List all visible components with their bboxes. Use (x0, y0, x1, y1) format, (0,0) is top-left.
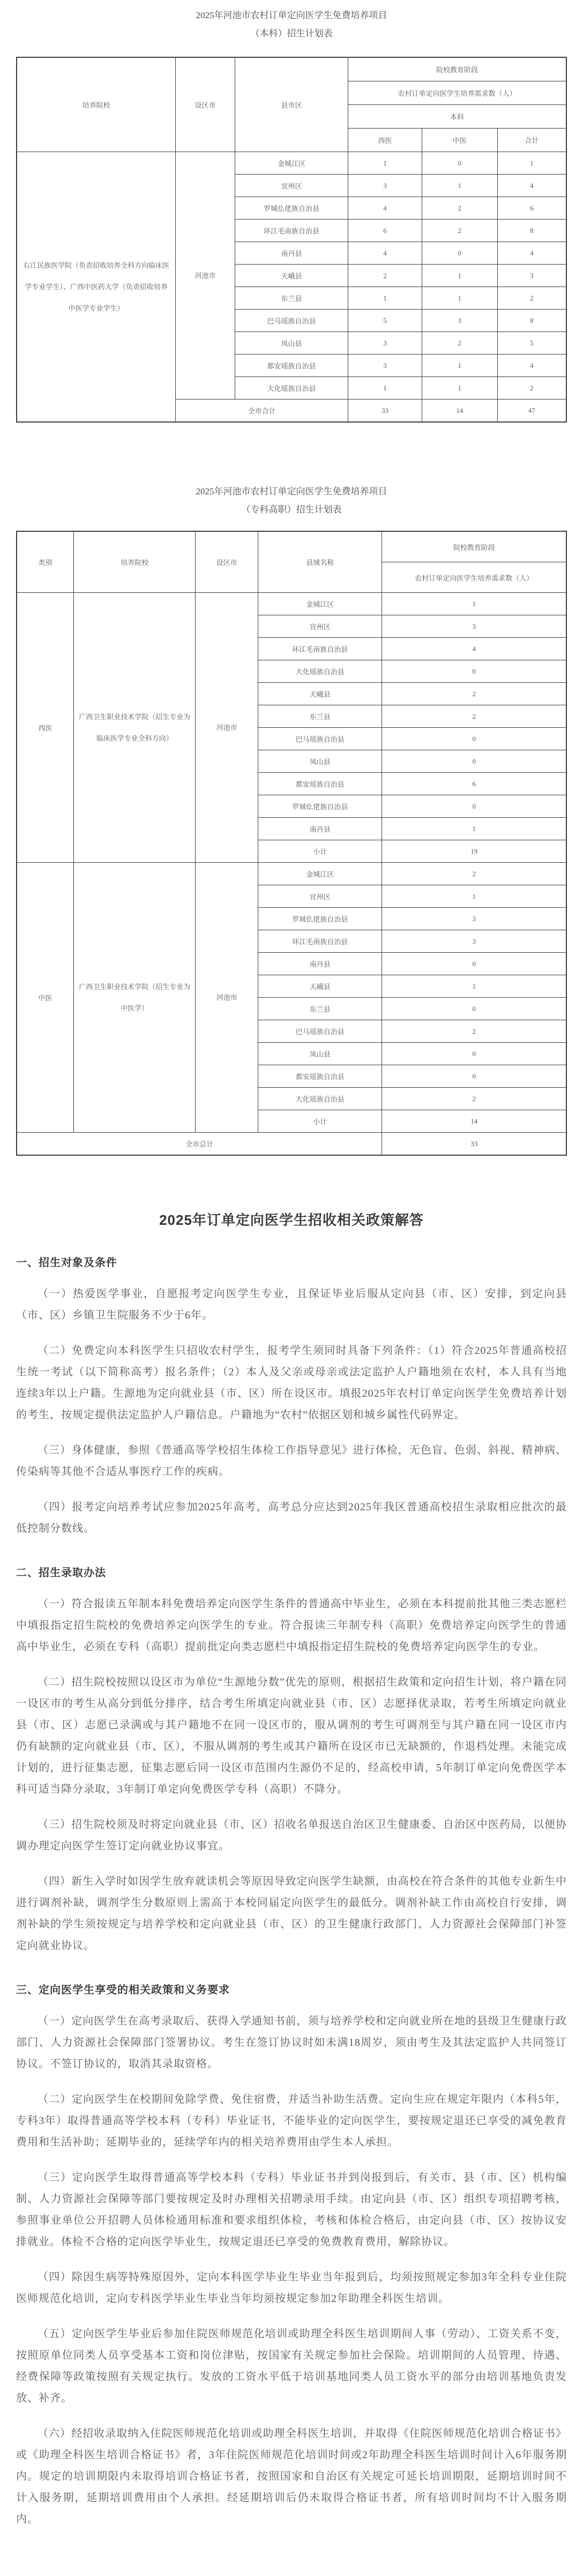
chinese-value: 0 (422, 242, 497, 265)
western-total: 33 (348, 400, 422, 423)
county-cell: 天峨县 (258, 683, 382, 705)
policy-paragraph: （三）定向医学生取得普通高等学校本科（专科）毕业证书并到岗报到后，有关市、县（市、区）机构编制、人力资源社会保障等部门要按规定及时办理相关招聘录用手续。由定向县（市、区）组织专项招聘考核，参照事业单位公开招聘人员体检通用标准和要求组织体检，考核和体检合格后，由定向县（市、区）按协议安排就业。体检不合格的定向医学毕业生，按规定退还已享受的免费教育费用，解除协议。 (16, 2172, 567, 2248)
header-western: 西医 (348, 129, 422, 152)
value-cell: 0 (382, 728, 566, 750)
chinese-value: 2 (422, 197, 497, 220)
header-level: 本科 (348, 105, 566, 129)
header-county: 县市区 (235, 57, 348, 152)
city-grand-total-label: 全市总计 (17, 1133, 382, 1156)
table1-title-line2: （本科）招生计划表 (250, 28, 333, 39)
policy-paragraph: （六）经招收录取纳入住院医师规范化培训或助理全科医生培训，并取得《住院医师规范化培训合格证书》或《助理全科医生培训合格证书》者，3年住院医师规范化培训时间或2年助理全科医生培训时间计入6年服务期内。规定的培训期限内未取得培训合格证书者，按照国家和自治区有关规定可延长培训期限，延期培训时间不计入服务期，延期培训费用由个人承担。经延期培训后仍未取得合格证书者，所有培训时间均不计入服务期内。 (16, 2428, 567, 2525)
value-cell: 0 (382, 660, 566, 683)
subtotal-value: 19 (382, 840, 566, 863)
policy-paragraph: （五）定向医学生毕业后参加住院医师规范化培训或助理全科医生培训期间人事（劳动）、工资关系不变，按照原单位同类人员享受基本工资和岗位津贴，按国家有关规定参加社会保险。培训期间的人员管理、待遇、经费保障等政策按照有关规定执行。发放的工资水平低于培训基地同类人员工资水平的部分由培训基地负责发放、补齐。 (16, 2328, 567, 2404)
county-cell: 环江毛南族自治县 (258, 638, 382, 660)
chinese-value: 1 (422, 175, 497, 197)
city-cell: 河池市 (196, 863, 258, 1133)
county-cell: 凤山县 (235, 332, 348, 355)
table1-title-line1: 2025年河池市农村订单定向医学生免费培养项目 (196, 10, 387, 20)
chinese-value: 2 (422, 220, 497, 242)
city-grand-total-value: 33 (382, 1133, 566, 1156)
county-cell: 东兰县 (258, 705, 382, 728)
western-value: 4 (348, 197, 422, 220)
table-row (17, 863, 566, 885)
table-total-row (17, 1133, 566, 1156)
value-cell: 3 (382, 930, 566, 953)
value-cell: 1 (382, 593, 566, 615)
county-cell: 大化瑶族自治县 (235, 377, 348, 400)
table-row (17, 152, 566, 175)
policy-paragraph: （三）身体健康，参照《普通高等学校招生体检工作指导意见》进行体检，无色盲、色弱、斜视、精神病、传染病等其他不合适从事医疗工作的疾病。 (16, 1444, 567, 1478)
value-cell: 0 (382, 953, 566, 975)
chinese-value: 1 (422, 377, 497, 400)
chinese-value: 0 (422, 152, 497, 175)
value-cell: 3 (382, 908, 566, 930)
zhuanke-plan-table (16, 531, 567, 1156)
county-cell: 都安瑶族自治县 (235, 355, 348, 377)
section-heading: 二、招生录取办法 (16, 1567, 106, 1579)
header-stage: 院校教育阶段 (382, 531, 566, 562)
policy-paragraph: （二）定向医学生在校期间免除学费、免住宿费，并适当补助生活费。定向生应在规定年限内（本科5年，专科3年）取得普通高等学校本科（专科）毕业证书，不能毕业的定向医学生，要按规定退还已享受的减免教育费用和生活补助；延期毕业的，延续学年内的相关培养费用由学生本人承担。 (16, 2093, 567, 2148)
school-cell: 广西卫生职业技术学院（招生专业为临床医学专业全科方向） (74, 593, 196, 863)
value-cell: 0 (382, 1065, 566, 1088)
value-cell: 4 (382, 638, 566, 660)
total-value: 4 (497, 242, 566, 265)
county-cell: 凤山县 (258, 750, 382, 773)
table2-title-line2: （专科高职）招生计划表 (241, 504, 342, 515)
county-cell: 大化瑶族自治县 (258, 1088, 382, 1110)
policy-paragraph: （二）免费定向本科医学生只招收农村学生，报考学生须同时具备下列条件：（1）符合2025年普通高校招生统一考试（以下简称高考）报名条件；（2）本人及父亲或母亲或法定监护人户籍地须在农村，本人具有当地连续3年以上户籍。生源地为定向就业县（市、区）所在设区市。填报2025年农村订单定向医学生免费培养计划的考生，按规定提供法定监护人户籍信息。户籍地为“农村”依据区划和城乡属性代码界定。 (16, 1345, 567, 1421)
school-cell: 右江民族医学院（负责招收培养全科方向临床医学专业学生）、广西中医药大学（负责招收培养中医学专业学生） (17, 152, 176, 423)
chinese-value: 3 (422, 310, 497, 332)
value-cell: 6 (382, 773, 566, 795)
value-cell: 1 (382, 818, 566, 840)
chinese-total: 14 (422, 400, 497, 423)
total-value: 4 (497, 355, 566, 377)
header-school: 培养院校 (17, 57, 176, 152)
total-value: 1 (497, 152, 566, 175)
western-value: 5 (348, 310, 422, 332)
western-value: 3 (348, 175, 422, 197)
policy-section-3 (16, 1981, 567, 2530)
policy-paragraph: （一）定向医学生在高考录取后、获得入学通知书前，须与培养学校和定向就业所在地的县级卫生健康行政部门、人力资源社会保障部门签署协议。考生在签订协议时如未满18周岁，须由考生及其法定监护人共同签订协议。不签订协议的，取消其录取资格。 (16, 2015, 567, 2070)
county-cell: 罗城仫佬族自治县 (258, 908, 382, 930)
value-cell: 2 (382, 683, 566, 705)
header-stage: 院校教育阶段 (348, 57, 566, 81)
county-cell: 宜州区 (258, 885, 382, 908)
header-city: 设区市 (176, 57, 235, 152)
county-cell: 宜州区 (258, 615, 382, 638)
policy-paragraph: （三）招生院校须及时将定向就业县（市、区）招收名单报送自治区卫生健康委、自治区中医药局，以便协调办理定向医学生签订定向就业协议事宜。 (16, 1819, 567, 1852)
value-cell: 1 (382, 975, 566, 998)
value-cell: 0 (382, 750, 566, 773)
header-total: 合计 (497, 129, 566, 152)
subtotal-label: 小计 (258, 840, 382, 863)
value-cell: 2 (382, 863, 566, 885)
western-value: 4 (348, 242, 422, 265)
chinese-value: 1 (422, 287, 497, 310)
county-cell: 凤山县 (258, 1043, 382, 1065)
county-cell: 都安瑶族自治县 (258, 773, 382, 795)
county-cell: 天峨县 (258, 975, 382, 998)
policy-section-2 (16, 1564, 567, 1956)
subtotal-label: 小计 (258, 1110, 382, 1133)
policy-qa-title: 2025年订单定向医学生招收相关政策解答 (159, 1212, 424, 1228)
western-value: 1 (348, 152, 422, 175)
chinese-value: 2 (422, 332, 497, 355)
county-cell: 金城江区 (258, 593, 382, 615)
city-cell: 河池市 (196, 593, 258, 863)
header-demand: 农村订单定向医学生培养需求数（人） (382, 562, 566, 593)
county-cell: 罗城仫佬族自治县 (258, 795, 382, 818)
value-cell: 0 (382, 998, 566, 1020)
table-row (17, 593, 566, 615)
western-value: 3 (348, 332, 422, 355)
value-cell: 2 (382, 705, 566, 728)
value-cell: 2 (382, 1020, 566, 1043)
value-cell: 0 (382, 795, 566, 818)
county-cell: 大化瑶族自治县 (258, 660, 382, 683)
county-cell: 巴马瑶族自治县 (235, 310, 348, 332)
header-city: 设区市 (196, 531, 258, 593)
county-cell: 巴马瑶族自治县 (258, 728, 382, 750)
total-value: 3 (497, 265, 566, 287)
policy-paragraph: （二）招生院校按照以设区市为单位“生源地分数”优先的原则，根据招生政策和定向招生计划，将户籍在同一设区市的考生从高分到低分排序，结合考生所填定向就业县（市、区）志愿择优录取，若考生所填定向就业县（市、区）志愿已录满或与其户籍地不在同一设区市的，服从调剂的考生可调剂至与其户籍在同一设区市内仍有缺额的定向就业县（市、区），不服从调剂的考生或其户籍所在设区市已无缺额的，作退档处理。未能完成计划的，进行征集志愿，征集志愿后同一设区市范围内生源仍不足的，经高校申请，5年制订单定向免费医学本科可适当降分录取，3年制订单定向免费医学专科（高职）不降分。 (16, 1676, 567, 1795)
value-cell: 3 (382, 615, 566, 638)
western-value: 6 (348, 220, 422, 242)
county-cell: 环江毛南族自治县 (258, 930, 382, 953)
subtotal-value: 14 (382, 1110, 566, 1133)
chinese-value: 1 (422, 355, 497, 377)
total-value: 4 (497, 175, 566, 197)
document-page (16, 0, 567, 2576)
value-cell: 1 (382, 885, 566, 908)
policy-paragraph: （四）新生入学时如因学生放弃就读机会等原因导致定向医学生缺额，由高校在符合条件的其他专业新生中进行调剂补缺，调剂学生分数原则上需高于本校同届定向医学生的最低分。调剂补缺工作由高校自行安排，调剂补缺的学生须按规定与培养学校和定向就业县（市、区）的卫生健康行政部门、人力资源社会保障部门补签定向就业协议。 (16, 1875, 567, 1952)
county-cell: 南丹县 (235, 242, 348, 265)
type-cell: 中医 (17, 863, 74, 1133)
policy-paragraph: （四）报考定向培养考试应参加2025年高考，高考总分应达到2025年我区普通高校招生录取相应批次的最低控制分数线。 (16, 1501, 567, 1534)
section-heading: 一、招生对象及条件 (16, 1257, 117, 1269)
county-cell: 金城江区 (258, 863, 382, 885)
county-cell: 都安瑶族自治县 (258, 1065, 382, 1088)
county-cell: 环江毛南族自治县 (235, 220, 348, 242)
county-cell: 南丹县 (258, 818, 382, 840)
county-cell: 南丹县 (258, 953, 382, 975)
total-value: 5 (497, 332, 566, 355)
policy-paragraph: （一）符合报读五年制本科免费培养定向医学生条件的普通高中毕业生，必须在本科提前批其他三类志愿栏中填报指定招生院校的免费培养定向医学生的专业。符合报读三年制专科（高职）免费培养定向医学生的普通高中毕业生，必须在专科（高职）提前批定向类志愿栏中填报指定招生院校的免费培养定向医学生的专业。 (16, 1598, 567, 1653)
value-cell: 0 (382, 1043, 566, 1065)
county-cell: 东兰县 (258, 998, 382, 1020)
header-demand: 农村订单定向医学生培养需求数（人） (348, 81, 566, 105)
policy-paragraph: （一）热爱医学事业，自愿报考定向医学生专业，且保证毕业后服从定向县（市、区）安排，到定向县（市、区）乡镇卫生院服务不少于6年。 (16, 1288, 567, 1321)
school-cell: 广西卫生职业技术学院（招生专业为中医学） (74, 863, 196, 1133)
county-cell: 宜州区 (235, 175, 348, 197)
western-value: 3 (348, 355, 422, 377)
table2-title-line1: 2025年河池市农村订单定向医学生免费培养项目 (196, 486, 387, 496)
header-chinese: 中医 (422, 129, 497, 152)
policy-section-1 (16, 1254, 567, 1539)
section-heading: 三、定向医学生享受的相关政策和义务要求 (16, 1984, 230, 1996)
total-value: 8 (497, 220, 566, 242)
header-county: 县域名称 (258, 531, 382, 593)
grand-total: 47 (497, 400, 566, 423)
chinese-value: 1 (422, 265, 497, 287)
county-cell: 罗城仫佬族自治县 (235, 197, 348, 220)
total-value: 2 (497, 287, 566, 310)
total-value: 6 (497, 197, 566, 220)
western-value: 2 (348, 265, 422, 287)
benke-plan-table (16, 57, 567, 423)
county-cell: 东兰县 (235, 287, 348, 310)
header-type: 类别 (17, 531, 74, 593)
western-value: 1 (348, 287, 422, 310)
city-cell: 河池市 (176, 152, 235, 400)
western-value: 1 (348, 377, 422, 400)
type-cell: 西医 (17, 593, 74, 863)
value-cell: 2 (382, 1088, 566, 1110)
total-value: 8 (497, 310, 566, 332)
city-total-label: 全市合计 (176, 400, 348, 423)
county-cell: 金城江区 (235, 152, 348, 175)
header-school: 培养院校 (74, 531, 196, 593)
county-cell: 天峨县 (235, 265, 348, 287)
policy-paragraph: （四）除因生病等特殊原因外，定向本科医学毕业生毕业当年报到后，均须按照规定参加3年全科专业住院医师规范化培训，定向专科医学毕业生毕业当年均须按规定参加2年助理全科医生培训。 (16, 2271, 567, 2304)
total-value: 2 (497, 377, 566, 400)
county-cell: 巴马瑶族自治县 (258, 1020, 382, 1043)
